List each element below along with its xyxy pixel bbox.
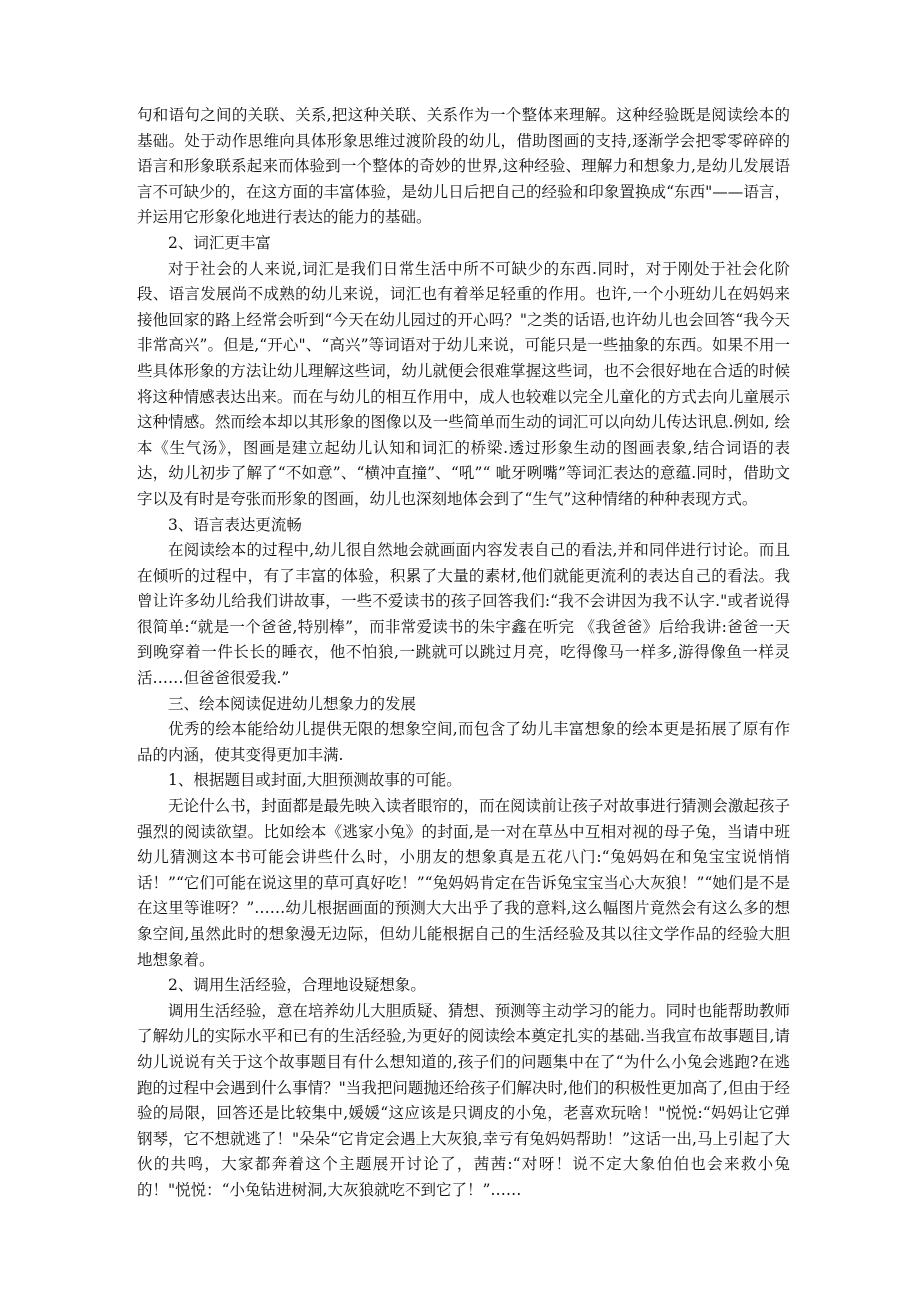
section-heading-cover-prediction: 1、根据题目或封面,大胆预测故事的可能。 (168, 771, 462, 790)
paragraph-cover-prediction: 无论什么书，封面都是最先映入读者眼帘的，而在阅读前让孩子对故事进行猜测会激起孩子强烈的阅读欲望。比如绘本《逃家小兔》的封面,是一对在草丛中互相对视的母子兔，当请中班幼儿猜测这本书可能会讲些什么时，小朋友的想象真是五花八门:“兔妈妈在和兔宝宝说悄悄话！”“它们可能在说这里的草可真好吃！”“兔妈妈肯定在告诉兔宝宝当心大灰狼！”“她们是不是在这里等谁呀？”……幼儿根据画面的预测大大出乎了我的意料,这么幅图片竟然会有这么多的想象空间,虽然此时的想象漫无边际，但幼儿能根据自己的生活经验及其以往文学作品的经验大胆地想象着。 (137, 797, 790, 969)
section-heading-imagination: 三、绘本阅读促进幼儿想象力的发展 (168, 694, 417, 713)
section-heading-life-experience: 2、调用生活经验，合理地设疑想象。 (168, 976, 426, 995)
paragraph-fluency: 在阅读绘本的过程中,幼儿很自然地会就画面内容发表自己的看法,并和同伴进行讨论。而且在倾听的过程中，有了丰富的体验，积累了大量的素材,他们就能更流利的表达自己的看法。我曾让许多幼儿给我们讲故事，一些不爱读书的孩子回答我们:“我不会讲因为我不认字."或者说得很简单:“就是一个爸爸,特别棒”，而非常爱读书的朱宇鑫在听完 《我爸爸》后给我讲:爸爸一天到晚穿着一件长长的睡衣，他不怕狼,一跳就可以跳过月亮，吃得像马一样多,游得像鱼一样灵活……但爸爸很爱我.” (137, 541, 790, 688)
paragraph-vocabulary: 对于社会的人来说,词汇是我们日常生活中所不可缺少的东西.同时，对于刚处于社会化阶段、语言发展尚不成熟的幼儿来说，词汇也有着举足轻重的作用。也许,一个小班幼儿在妈妈来接他回家的路上经常会听到“今天在幼儿园过的开心吗？"之类的话语,也许幼儿也会回答“我今天非常高兴”。但是,“开心"、“高兴”等词语对于幼儿来说，可能只是一些抽象的东西。如果不用一些具体形象的方法让幼儿理解这些词，幼儿就便会很难掌握这些词，也不会很好地在合适的时候将这种情感表达出来。而在与幼儿的相互作用中，成人也较难以完全儿童化的方式去向儿童展示这种情感。然而绘本却以其形象的图像以及一些简单而生动的词汇可以向幼儿传达讯息.例如, 绘本《生气汤》，图画是建立起幼儿认知和词汇的桥梁.透过形象生动的图画表象,结合词语的表达，幼儿初步了解了“不如意”、“横冲直撞”、“吼”“ 呲牙咧嘴”等词汇表达的意蕴.同时，借助文字以及有时是夸张而形象的图画，幼儿也深刻地体会到了“生气”这种情绪的种种表现方式。 (137, 259, 790, 508)
paragraph-life-experience: 调用生活经验，意在培养幼儿大胆质疑、猜想、预测等主动学习的能力。同时也能帮助教师了解幼儿的实际水平和已有的生活经验,为更好的阅读绘本奠定扎实的基础.当我宣布故事题目,请幼儿说说有关于这个故事题目有什么想知道的,孩子们的问题集中在了“为什么小兔会逃跑?在逃跑的过程中会遇到什么事情？"当我把问题抛还给孩子们解决时,他们的积极性更加高了,但由于经验的局限，回答还是比较集中,媛媛“这应该是只调皮的小兔，老喜欢玩啥！"悦悦:“妈妈让它弹钢琴，它不想就逃了！"朵朵“它肯定会遇上大灰狼,幸亏有兔妈妈帮助！”这话一出,马上引起了大伙的共鸣，大家都奔着这个主题展开讨论了，茜茜:“对呀！说不定大象伯伯也会来救小兔的！"悦悦：“小兔钻进树洞,大灰狼就吃不到它了！”…… (137, 1001, 790, 1199)
section-heading-vocabulary: 2、词汇更丰富 (168, 233, 271, 252)
section-heading-fluency: 3、语言表达更流畅 (168, 515, 302, 534)
paragraph-imagination-intro: 优秀的绘本能给幼儿提供无限的想象空间,而包含了幼儿丰富想象的绘本更是拓展了原有作品的内涵，使其变得更加丰满. (137, 720, 790, 764)
paragraph-intro-continuation: 句和语句之间的关联、关系,把这种关联、关系作为一个整体来理解。这种经验既是阅读绘本的基础。处于动作思维向具体形象思维过渡阶段的幼儿，借助图画的支持,逐渐学会把零零碎碎的语言和形象联系起来而体验到一个整体的奇妙的世界,这种经验、理解力和想象力,是幼儿发展语言不可缺少的，在这方面的丰富体验，是幼儿日后把自己的经验和印象置换成“东西"——语言，并运用它形象化地进行表达的能力的基础。 (137, 106, 790, 227)
document-page (137, 103, 790, 1204)
